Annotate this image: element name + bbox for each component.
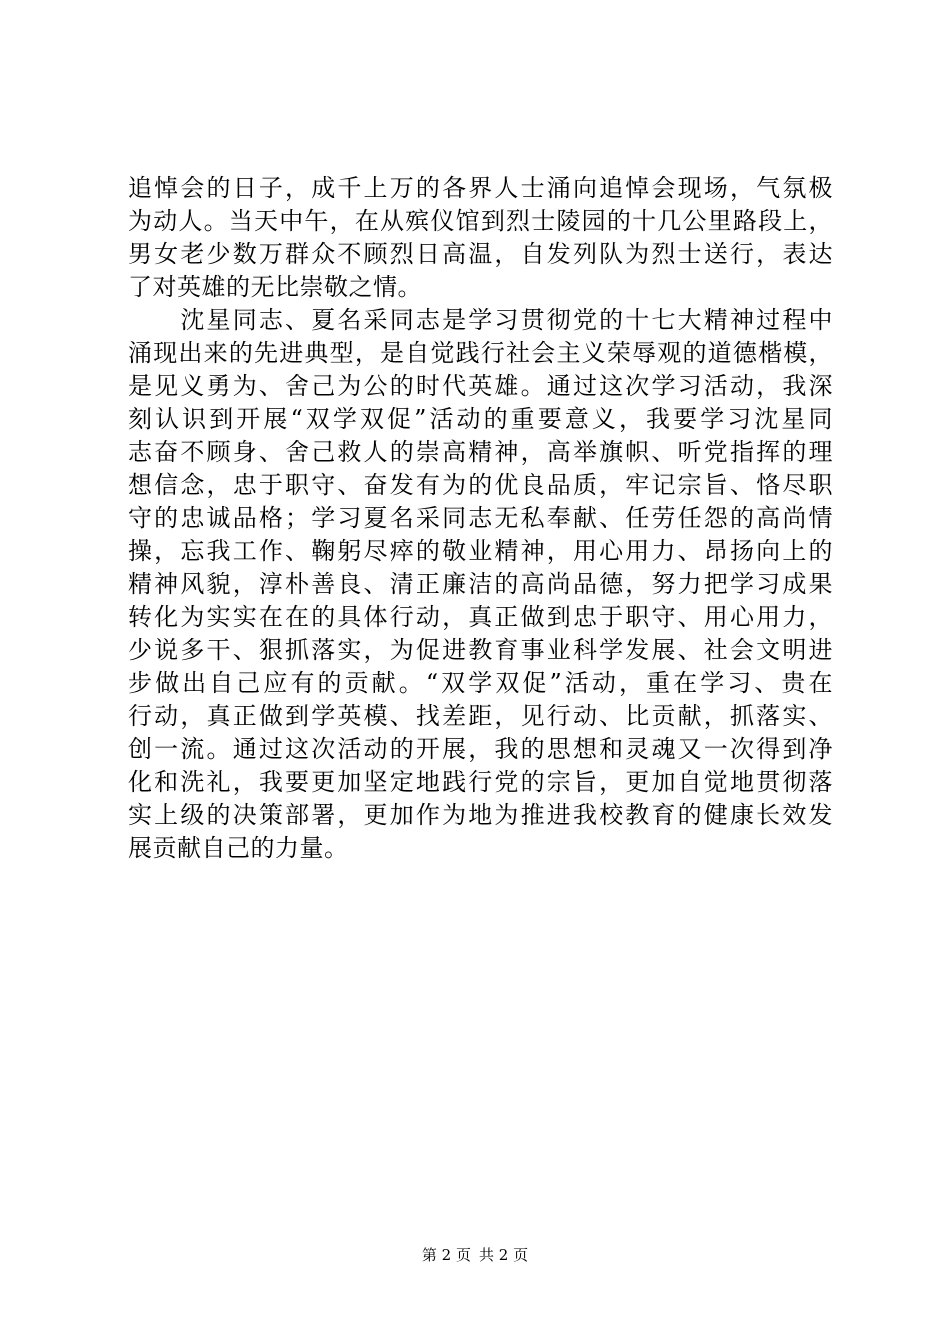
text-line: 步做出自己应有的贡献。“双学双促”活动，重在学习、贵在 — [128, 669, 833, 697]
text-line: 志奋不顾身、舍己救人的崇高精神，高举旗帜、听党指挥的理 — [128, 438, 833, 466]
page-footer — [0, 1245, 950, 1265]
text-line: 刻认识到开展“双学双促”活动的重要意义，我要学习沈星同 — [128, 405, 833, 433]
text-line: 沈星同志、夏名采同志是学习贯彻党的十七大精神过程中 — [128, 306, 833, 334]
text-line: 转化为实实在在的具体行动，真正做到忠于职守、用心用力， — [128, 603, 833, 631]
text-line: 化和洗礼，我要更加坚定地践行党的宗旨，更加自觉地贯彻落 — [128, 768, 833, 796]
text-line: 是见义勇为、舍己为公的时代英雄。通过这次学习活动，我深 — [128, 372, 833, 400]
text-line: 行动，真正做到学英模、找差距，见行动、比贡献，抓落实、 — [128, 702, 833, 730]
text-line: 追悼会的日子，成千上万的各界人士涌向追悼会现场，气氛极 — [128, 174, 833, 202]
text-line: 创一流。通过这次活动的开展，我的思想和灵魂又一次得到净 — [128, 735, 833, 763]
text-line: 为动人。当天中午，在从殡仪馆到烈士陵园的十几公里路段上， — [128, 207, 833, 235]
text-line: 守的忠诚品格；学习夏名采同志无私奉献、任劳任怨的高尚情 — [128, 504, 833, 532]
body-text — [128, 172, 833, 865]
text-line: 了对英雄的无比崇敬之情。 — [128, 273, 422, 301]
page-number: 第 2 页 — [421, 1246, 471, 1264]
text-line: 精神风貌，淳朴善良、清正廉洁的高尚品德，努力把学习成果 — [128, 570, 833, 598]
text-line: 少说多干、狠抓落实，为促进教育事业科学发展、社会文明进 — [128, 636, 833, 664]
page-total: 共 2 页 — [479, 1246, 529, 1264]
text-line: 想信念，忠于职守、奋发有为的优良品质，牢记宗旨、恪尽职 — [128, 471, 833, 499]
text-line: 操，忘我工作、鞠躬尽瘁的敬业精神，用心用力、昂扬向上的 — [128, 537, 833, 565]
text-line: 男女老少数万群众不顾烈日高温，自发列队为烈士送行，表达 — [128, 240, 833, 268]
text-line: 涌现出来的先进典型，是自觉践行社会主义荣辱观的道德楷模， — [128, 339, 833, 367]
text-line: 实上级的决策部署，更加作为地为推进我校教育的健康长效发 — [128, 801, 833, 829]
text-line: 展贡献自己的力量。 — [128, 834, 349, 862]
